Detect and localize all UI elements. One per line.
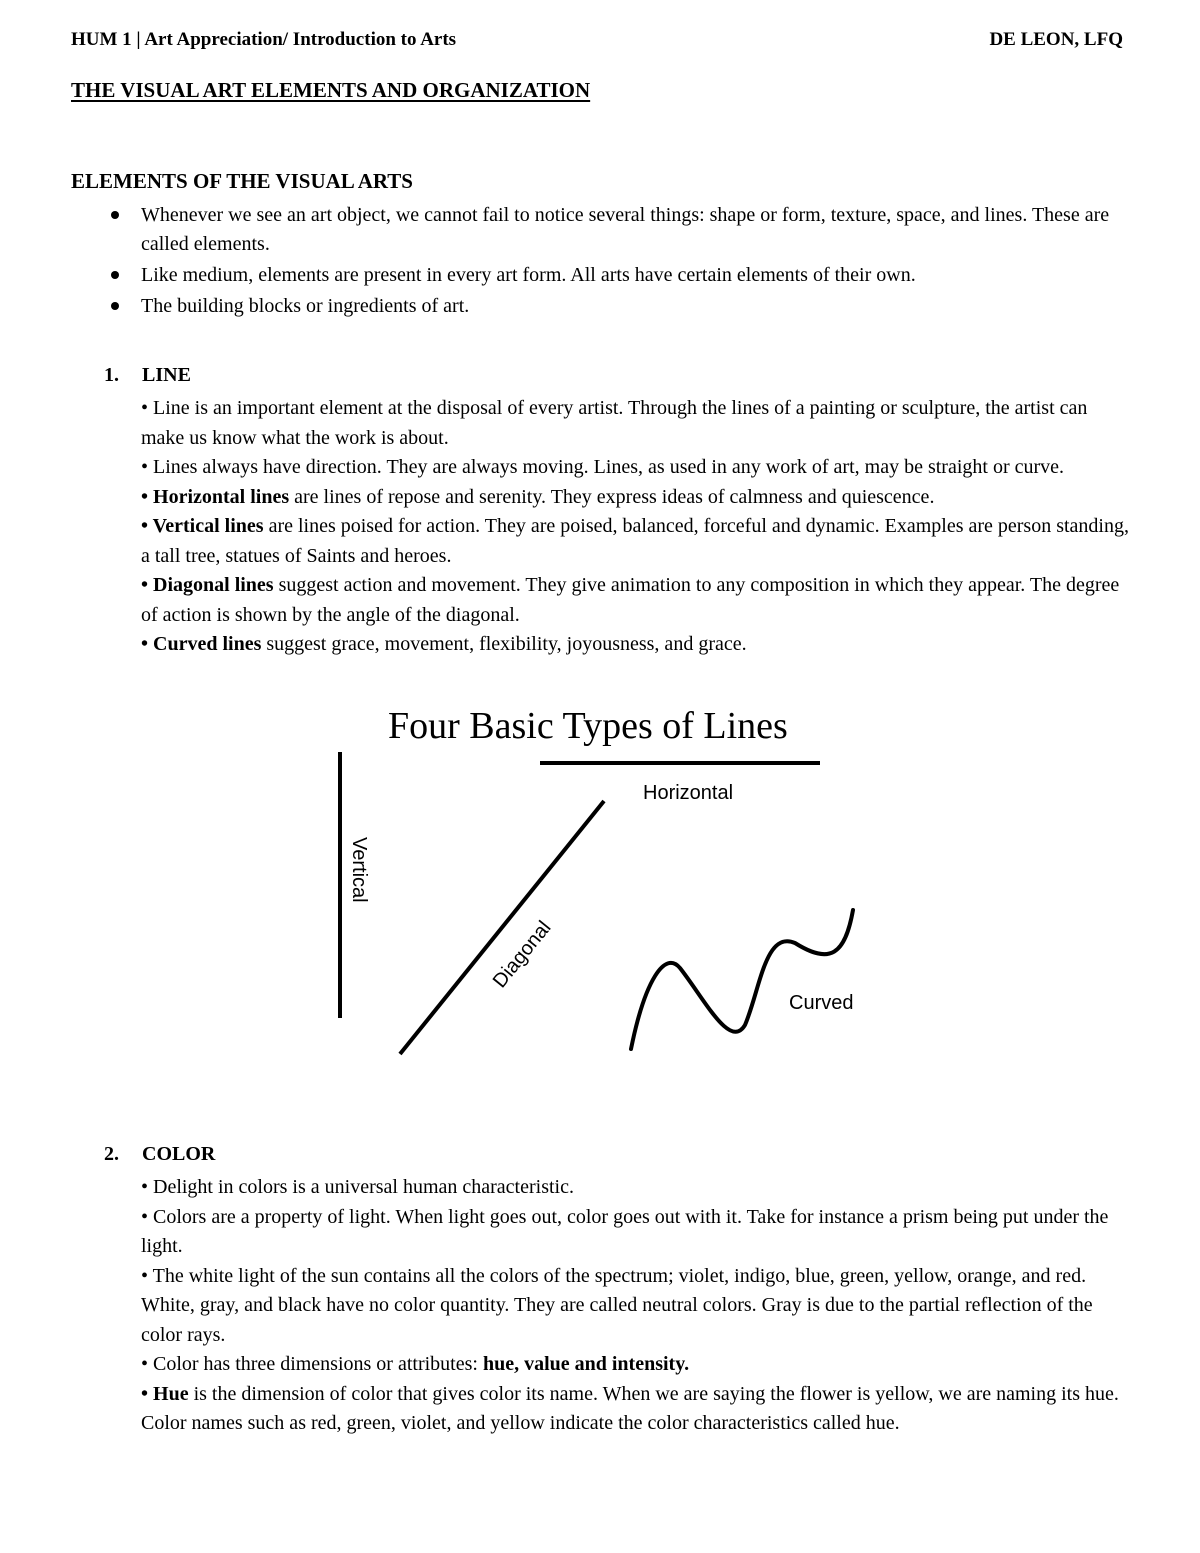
elements-heading: ELEMENTS OF THE VISUAL ARTS: [71, 169, 413, 193]
horizontal-label: Horizontal: [643, 782, 734, 804]
list-item: The building blocks or ingredients of art.: [71, 292, 1131, 321]
line-heading: 1. LINE: [104, 364, 191, 386]
list-item: Like medium, elements are present in every art form. All arts have certain elements of their own.: [71, 261, 1131, 290]
diagonal-label: Diagonal: [488, 916, 556, 993]
paragraph: • Diagonal lines suggest action and movement. They give animation to any composition in which they appear. The degree of action is shown by the angle of the diagonal.: [141, 574, 1120, 626]
paragraph: • Color has three dimensions or attributes: hue, value and intensity.: [141, 1353, 690, 1375]
diagonal-line: [400, 801, 604, 1054]
paragraph: • Hue is the dimension of color that gives color its name. When we are saying the flower is yellow, we are naming its hue. Color names such as red, green, violet, and yellow indicate the color characteristics called hue.: [141, 1382, 1119, 1434]
line-paragraphs: [141, 394, 1131, 660]
line-types-diagram: [320, 700, 880, 1070]
elements-bullet-list: [71, 201, 1131, 323]
paragraph: • Delight in colors is a universal human characteristic.: [141, 1176, 574, 1198]
paragraph: • Curved lines suggest grace, movement, flexibility, joyousness, and grace.: [141, 633, 747, 655]
bullet-icon: [111, 271, 119, 279]
curved-line: [631, 910, 853, 1049]
paragraph: • Vertical lines are lines poised for action. They are poised, balanced, forceful and dynamic. Examples are person standing, a tall tree, statues of Saints and heroes.: [141, 515, 1129, 567]
color-heading: 2. COLOR: [104, 1143, 216, 1165]
vertical-label: Vertical: [348, 837, 370, 903]
header-course: HUM 1 | Art Appreciation/ Introduction to Arts: [71, 29, 457, 50]
line-types-figure: [320, 700, 880, 1070]
header-author: DE LEON, LFQ: [989, 29, 1123, 50]
color-paragraphs: [141, 1173, 1131, 1439]
curved-label: Curved: [789, 992, 854, 1014]
paragraph: • Lines always have direction. They are always moving. Lines, as used in any work of art, may be straight or curve.: [141, 456, 1065, 478]
paragraph: • Horizontal lines are lines of repose and serenity. They express ideas of calmness and quiescence.: [141, 485, 935, 508]
paragraph: • Line is an important element at the disposal of every artist. Through the lines of a painting or sculpture, the artist can make us know what the work is about.: [141, 397, 1088, 449]
bullet-icon: [111, 211, 119, 219]
page-title: THE VISUAL ART ELEMENTS AND ORGANIZATION: [71, 78, 591, 102]
list-item: Whenever we see an art object, we cannot fail to notice several things: shape or form, texture, space, and lines. These are called elements.: [71, 201, 1131, 259]
bullet-icon: [111, 302, 119, 310]
paragraph: • The white light of the sun contains all the colors of the spectrum; violet, indigo, blue, green, yellow, orange, and red. White, gray, and black have no color quantity. They are called neutral colors. Gray is due to the partial reflection of the color rays.: [141, 1264, 1093, 1346]
figure-title: Four Basic Types of Lines: [388, 705, 788, 747]
paragraph: • Colors are a property of light. When light goes out, color goes out with it. Take for instance a prism being put under the light.: [141, 1205, 1109, 1257]
